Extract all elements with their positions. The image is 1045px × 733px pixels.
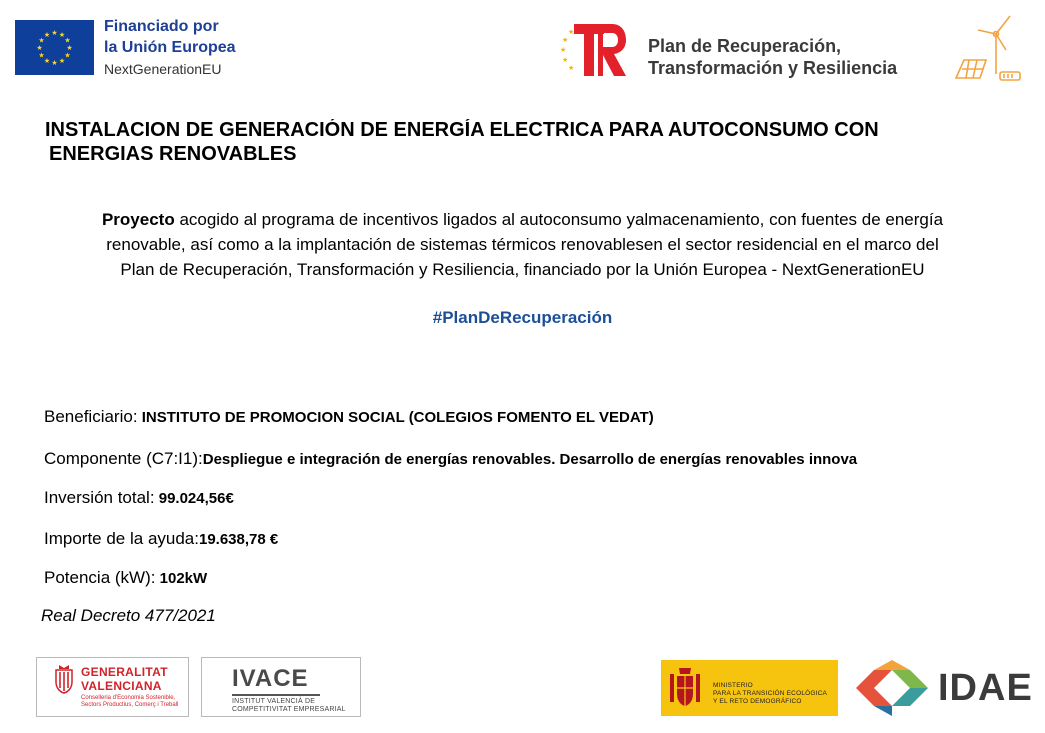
svg-text:★: ★: [58, 57, 66, 65]
inversion-label: Inversión total:: [44, 488, 155, 507]
ministerio-logo: [661, 660, 838, 716]
svg-text:★: ★: [36, 44, 43, 52]
importe-label: Importe de la ayuda:: [44, 529, 199, 548]
beneficiario-row: [44, 407, 654, 427]
document-title-line2: ENERGIAS RENOVABLES: [49, 143, 297, 165]
inversion-row: [44, 488, 234, 508]
document-title-line1: INSTALACION DE GENERACIÓN DE ENERGÍA ELECTRICA PARA AUTOCONSUMO CON: [45, 119, 879, 141]
svg-text:★: ★: [562, 36, 569, 44]
eu-flag-icon: [15, 20, 94, 75]
potencia-row: [44, 568, 207, 588]
componente-row: [44, 449, 1006, 469]
svg-text:★: ★: [51, 29, 58, 37]
beneficiario-value: INSTITUTO DE PROMOCION SOCIAL (COLEGIOS FOMENTO EL VEDAT): [137, 409, 654, 426]
generalitat-emblem-icon: [53, 664, 75, 694]
ivace-logo: [201, 657, 361, 717]
project-description-line3: Plan de Recuperación, Transformación y Resiliencia, financiado por la Unión Europea - NextGenerationEU: [120, 260, 925, 279]
gva-name-line2: VALENCIANA: [81, 679, 162, 693]
importe-row: [44, 529, 278, 549]
svg-text:★: ★: [568, 64, 575, 72]
eu-funding-line2: la Unión Europea: [104, 39, 236, 56]
potencia-label: Potencia (kW):: [44, 568, 156, 587]
ivace-wordmark: IVACE: [232, 665, 309, 692]
hashtag: #PlanDeRecuperación: [432, 308, 613, 327]
project-description-line1: [0, 210, 1045, 230]
svg-text:★: ★: [66, 44, 73, 52]
eu-funding-line3: NextGenerationEU: [104, 61, 222, 77]
gva-name-line1: GENERALITAT: [81, 665, 168, 679]
componente-value: Despliegue e integración de energías renovables. Desarrollo de energías renovables innova: [202, 451, 858, 468]
prtr-title-line2: Transformación y Resiliencia: [648, 58, 898, 78]
svg-text:★: ★: [58, 31, 66, 39]
inversion-value: 99.024,56€: [154, 490, 234, 507]
project-description-line1-text: acogido al programa de incentivos ligados al autoconsumo yalmacenamiento, con fuentes de energía: [174, 210, 944, 229]
wind-solar-energy-icon: [952, 12, 1024, 84]
generalitat-valenciana-logo: [36, 657, 189, 717]
project-lead-word: Proyecto: [101, 210, 175, 229]
ministerio-line3: Y EL RETO DEMOGRÁFICO: [713, 698, 802, 705]
ivace-subtitle-line2: COMPETITIVITAT EMPRESARIAL: [232, 706, 346, 713]
ministerio-line2: PARA LA TRANSICIÓN ECOLÓGICA: [713, 690, 828, 697]
importe-value: 19.638,78 €: [198, 531, 279, 548]
svg-text:★: ★: [560, 46, 567, 54]
potencia-value: 102kW: [155, 570, 208, 587]
svg-text:★: ★: [43, 31, 51, 39]
ivace-subtitle-line1: INSTITUT VALENCIÀ DE: [232, 698, 316, 705]
svg-text:★: ★: [43, 57, 51, 65]
eu-funding-line1: Financiado por: [104, 18, 219, 35]
svg-text:★: ★: [562, 56, 569, 64]
idae-wordmark: IDAE: [938, 667, 1033, 709]
svg-text:★: ★: [38, 36, 45, 45]
svg-text:★: ★: [51, 59, 58, 67]
svg-text:★: ★: [64, 36, 71, 45]
idae-emblem-icon: [852, 656, 932, 720]
project-description-line2: renovable, así como a la implantación de sistemas térmicos renovablesen el sector residencial en el marco del: [106, 235, 939, 254]
beneficiario-label: Beneficiario:: [44, 407, 138, 426]
gva-conselleria: Conselleria d'Economia Sostenible, Sectors Productius, Comerç i Treball: [81, 695, 179, 708]
svg-text:★: ★: [38, 51, 45, 60]
ivace-divider: [232, 694, 320, 696]
ministerio-line1: MINISTERIO: [713, 682, 753, 689]
prtr-logo-icon: [560, 18, 630, 80]
svg-text:★: ★: [568, 28, 575, 36]
real-decreto-reference: Real Decreto 477/2021: [41, 606, 216, 625]
componente-label: Componente (C7:I1):: [44, 449, 203, 468]
prtr-title-line1: Plan de Recuperación,: [648, 36, 842, 56]
svg-text:★: ★: [64, 51, 71, 60]
spain-coat-of-arms-icon: [667, 666, 703, 710]
